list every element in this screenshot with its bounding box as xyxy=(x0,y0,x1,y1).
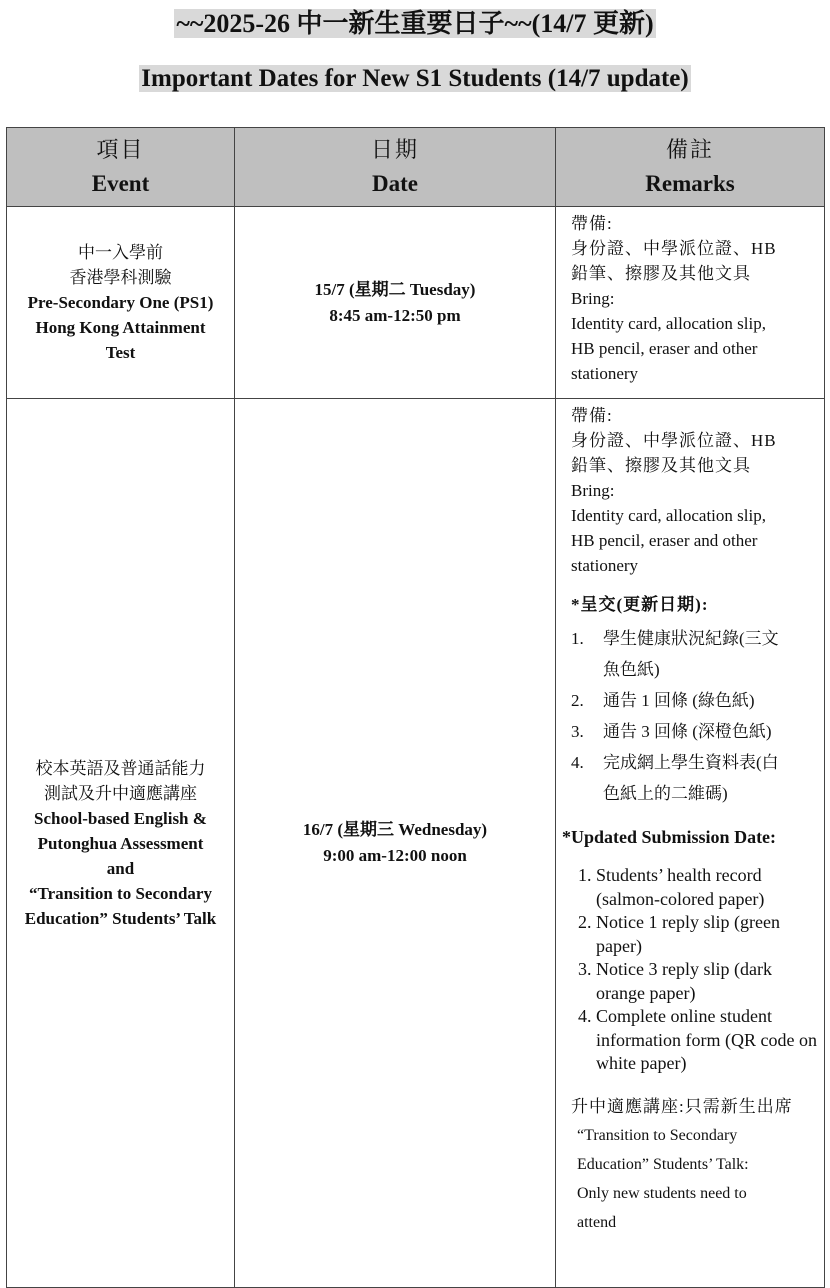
list-item: 4. 完成網上學生資料表(白 色紙上的二維碼) xyxy=(571,753,779,803)
event-cell: 校本英語及普通話能力 測試及升中適應講座 School-based English & Putonghua Assessment and “Transition to Secondary Education” Students’ Talk xyxy=(7,399,235,1288)
list-item: 2. Notice 1 reply slip (green paper) xyxy=(596,911,818,958)
submission-heading-en: *Updated Submission Date: xyxy=(562,827,777,847)
table-header-row xyxy=(7,128,825,207)
title-chinese: ~~2025-26 中一新生重要日子~~(14/7 更新) xyxy=(176,9,654,38)
list-item: 2. 通告 1 回條 (綠色紙) xyxy=(571,691,755,710)
title-chinese-wrap xyxy=(0,7,830,41)
list-item: 3. 通告 3 回條 (深橙色紙) xyxy=(571,722,772,741)
header-date: 日期 Date xyxy=(235,128,556,207)
talk-note-zh: 升中適應講座:只需新生出席 xyxy=(571,1096,793,1116)
event-cell: 中一入學前 香港學科測驗 Pre-Secondary One (PS1) Hong Kong Attainment Test xyxy=(7,207,235,399)
talk-note-en: “Transition to Secondary Education” Students’ Talk: Only new students need to attend xyxy=(577,1126,749,1231)
remarks-cell: 帶備: 身份證、中學派位證、HB 鉛筆、擦膠及其他文具 Bring: Identity card, allocation slip, HB pencil, eraser and other stationery xyxy=(556,207,825,399)
table-row xyxy=(7,207,825,399)
date-cell: 15/7 (星期二 Tuesday) 8:45 am-12:50 pm xyxy=(235,207,556,399)
list-item: 1. 學生健康狀況紀錄(三文 魚色紙) xyxy=(571,629,779,679)
title-english: Important Dates for New S1 Students (14/7 update) xyxy=(141,65,689,92)
title-english-wrap xyxy=(0,62,830,96)
list-item: 4. Complete online student information form (QR code on white paper) xyxy=(596,1005,818,1076)
list-item: 1. Students’ health record (salmon-colored paper) xyxy=(596,864,818,911)
submission-list-zh xyxy=(571,623,818,809)
remarks-cell: 帶備: 身份證、中學派位證、HB 鉛筆、擦膠及其他文具 Bring: Identity card, allocation slip, HB pencil, eraser and other stationery *呈交(更新日期): 1. 學生健康狀況紀錄(三文 魚色紙) 2. 通告 1 回條 (綠色紙) 3. 通告 3 回條 (深橙色紙) 4. 完成網上學生資料表(白 色紙上的二維碼) *Updated Submission Date: 1. Students’ health record (salmon-colored paper) 2. Notice 1 reply slip (green paper) 3. Notice 3 reply slip (dark orange paper) 4. Complete online student information form (QR code on white paper) 升中適應講座:只需新生出席 “Transition to Secondary Education” Students’ Talk: Only new students need to attend xyxy=(556,399,825,1288)
header-remarks: 備註 Remarks xyxy=(556,128,825,207)
list-item: 3. Notice 3 reply slip (dark orange paper) xyxy=(596,958,818,1005)
table-row xyxy=(7,399,825,1288)
header-event: 項目 Event xyxy=(7,128,235,207)
submission-heading-zh: *呈交(更新日期): xyxy=(571,595,709,614)
submission-list-en xyxy=(571,864,818,1076)
date-cell: 16/7 (星期三 Wednesday) 9:00 am-12:00 noon xyxy=(235,399,556,1288)
important-dates-table xyxy=(6,127,825,1288)
